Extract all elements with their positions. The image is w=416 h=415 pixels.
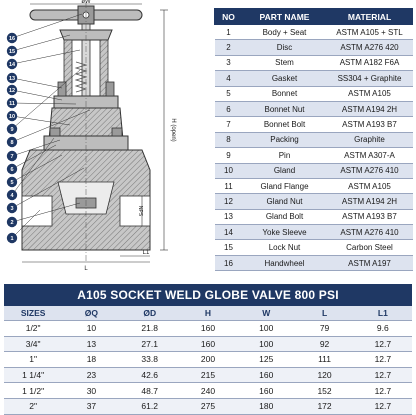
parts-cell-part-name: Yoke Sleeve xyxy=(243,225,327,240)
parts-table-row xyxy=(215,132,413,147)
valve-cross-section-diagram xyxy=(0,0,212,272)
parts-cell-no: 10 xyxy=(215,163,243,178)
sizes-cell: 125 xyxy=(237,352,295,368)
sizes-cell: 240 xyxy=(179,383,237,399)
sizes-cell: 160 xyxy=(237,367,295,383)
parts-cell-material: ASTM A194 2H xyxy=(327,101,413,116)
sizes-cell: 1/2" xyxy=(4,321,62,337)
sizes-cell: 21.8 xyxy=(121,321,179,337)
parts-cell-no: 15 xyxy=(215,240,243,255)
parts-table-row xyxy=(215,178,413,193)
sizes-cell: 12.7 xyxy=(354,383,412,399)
parts-table-row xyxy=(215,209,413,224)
sizes-cell: 172 xyxy=(295,398,353,414)
sizes-header-cell: SIZES xyxy=(4,306,62,321)
sizes-cell: 2" xyxy=(4,398,62,414)
sizes-cell: 1 1/2" xyxy=(4,383,62,399)
callout-leader-line xyxy=(12,90,62,100)
callout-number: 1 xyxy=(10,236,14,242)
sizes-cell: 27.1 xyxy=(121,336,179,352)
sizes-table-row xyxy=(4,367,412,383)
parts-cell-part-name: Bonnet xyxy=(243,86,327,101)
sizes-table-row xyxy=(4,336,412,352)
sizes-table-row xyxy=(4,352,412,368)
sizes-cell: 3/4" xyxy=(4,336,62,352)
callout-number: 6 xyxy=(10,167,14,173)
parts-cell-part-name: Lock Nut xyxy=(243,240,327,255)
parts-cell-material: ASTM A194 2H xyxy=(327,194,413,209)
parts-cell-no: 12 xyxy=(215,194,243,209)
sizes-cell: 30 xyxy=(62,383,120,399)
parts-cell-no: 7 xyxy=(215,117,243,132)
dim-nps-label: NPS xyxy=(137,205,143,217)
parts-cell-part-name: Handwheel xyxy=(243,255,327,270)
parts-cell-material: ASTM A197 xyxy=(327,255,413,270)
parts-cell-no: 3 xyxy=(215,55,243,70)
parts-table-row xyxy=(215,240,413,255)
parts-cell-no: 16 xyxy=(215,255,243,270)
sizes-cell: 92 xyxy=(295,336,353,352)
parts-cell-material: Carbon Steel xyxy=(327,240,413,255)
callout-number: 15 xyxy=(8,49,16,55)
sizes-cell: 12.7 xyxy=(354,336,412,352)
sizes-cell: 10 xyxy=(62,321,120,337)
callout-number: 13 xyxy=(8,76,16,82)
sizes-cell: 23 xyxy=(62,367,120,383)
sizes-header-cell: L xyxy=(295,306,353,321)
sizes-cell: 120 xyxy=(295,367,353,383)
sizes-cell: 79 xyxy=(295,321,353,337)
parts-cell-material: ASTM A307-A xyxy=(327,148,413,163)
sizes-cell: 37 xyxy=(62,398,120,414)
parts-cell-part-name: Gasket xyxy=(243,71,327,86)
parts-cell-part-name: Stem xyxy=(243,55,327,70)
sizes-table-row xyxy=(4,383,412,399)
callout-number: 8 xyxy=(10,140,14,146)
callout-leader-line xyxy=(12,35,70,51)
parts-cell-material: SS304 + Graphite xyxy=(327,71,413,86)
parts-cell-material: ASTM A105 xyxy=(327,86,413,101)
parts-table-row xyxy=(215,255,413,270)
sizes-header-row xyxy=(4,306,412,321)
parts-table-row xyxy=(215,55,413,70)
parts-table-row xyxy=(215,225,413,240)
callout-number: 4 xyxy=(10,193,14,199)
callout-number: 14 xyxy=(8,62,16,68)
parts-cell-part-name: Packing xyxy=(243,132,327,147)
parts-table-row xyxy=(215,40,413,55)
sizes-cell: 160 xyxy=(237,383,295,399)
parts-cell-part-name: Bonnet Nut xyxy=(243,101,327,116)
callout-number: 10 xyxy=(8,114,16,120)
parts-cell-material: ASTM A105 xyxy=(327,178,413,193)
sizes-header-cell: W xyxy=(237,306,295,321)
callout-number: 16 xyxy=(8,36,16,42)
parts-cell-no: 13 xyxy=(215,209,243,224)
sizes-cell: 100 xyxy=(237,321,295,337)
sizes-table-title: A105 SOCKET WELD GLOBE VALVE 800 PSI xyxy=(4,284,412,306)
parts-header-material: MATERIAL xyxy=(327,9,413,25)
sizes-cell: 12.7 xyxy=(354,352,412,368)
parts-cell-material: ASTM A193 B7 xyxy=(327,117,413,132)
dim-l1-label: L1 xyxy=(142,250,150,256)
parts-cell-no: 1 xyxy=(215,25,243,40)
parts-cell-no: 8 xyxy=(215,132,243,147)
parts-table-row xyxy=(215,25,413,40)
sizes-cell: 12.7 xyxy=(354,367,412,383)
parts-header-part-name: PART NAME xyxy=(243,9,327,25)
sizes-cell: 42.6 xyxy=(121,367,179,383)
sizes-cell: 61.2 xyxy=(121,398,179,414)
sizes-header-cell: ØD xyxy=(121,306,179,321)
sizes-header-cell: ØQ xyxy=(62,306,120,321)
sizes-cell: 18 xyxy=(62,352,120,368)
sizes-table-row xyxy=(4,321,412,337)
callout-number: 11 xyxy=(9,101,15,107)
parts-table xyxy=(214,8,413,271)
parts-cell-no: 11 xyxy=(215,178,243,193)
parts-header-no: NO xyxy=(215,9,243,25)
dim-w-label: øW xyxy=(81,0,91,5)
callout-number: 3 xyxy=(10,206,14,212)
parts-cell-no: 4 xyxy=(215,71,243,86)
sizes-cell: 180 xyxy=(237,398,295,414)
sizes-cell: 275 xyxy=(179,398,237,414)
dim-h-label: H (open) xyxy=(170,118,176,142)
parts-cell-material: ASTM A276 410 xyxy=(327,225,413,240)
callout-number: 7 xyxy=(10,154,14,160)
sizes-cell: 1" xyxy=(4,352,62,368)
parts-cell-part-name: Gland Flange xyxy=(243,178,327,193)
parts-cell-material: ASTM A193 B7 xyxy=(327,209,413,224)
parts-cell-part-name: Disc xyxy=(243,40,327,55)
parts-cell-no: 9 xyxy=(215,148,243,163)
parts-cell-part-name: Gland Bolt xyxy=(243,209,327,224)
parts-cell-part-name: Bonnet Bolt xyxy=(243,117,327,132)
sizes-cell: 152 xyxy=(295,383,353,399)
sizes-cell: 160 xyxy=(179,321,237,337)
sizes-cell: 200 xyxy=(179,352,237,368)
parts-table-row xyxy=(215,71,413,86)
sizes-cell: 12.7 xyxy=(354,398,412,414)
parts-cell-material: ASTM A276 410 xyxy=(327,163,413,178)
callout-number: 5 xyxy=(10,180,14,186)
sizes-cell: 100 xyxy=(237,336,295,352)
callout-number: 9 xyxy=(10,127,14,133)
sizes-cell: 111 xyxy=(295,352,353,368)
callout-number: 2 xyxy=(10,220,14,226)
callout-leader-line xyxy=(12,78,62,88)
parts-table-row xyxy=(215,148,413,163)
sizes-header-cell: L1 xyxy=(354,306,412,321)
parts-table-row xyxy=(215,117,413,132)
sizes-cell: 1 1/4" xyxy=(4,367,62,383)
parts-cell-no: 2 xyxy=(215,40,243,55)
parts-cell-no: 6 xyxy=(215,101,243,116)
parts-table-row xyxy=(215,86,413,101)
sizes-cell: 9.6 xyxy=(354,321,412,337)
parts-cell-part-name: Gland Nut xyxy=(243,194,327,209)
parts-cell-material: ASTM A276 420 xyxy=(327,40,413,55)
sizes-header-cell: H xyxy=(179,306,237,321)
parts-table-row xyxy=(215,194,413,209)
parts-cell-part-name: Pin xyxy=(243,148,327,163)
parts-cell-no: 14 xyxy=(215,225,243,240)
parts-cell-part-name: Gland xyxy=(243,163,327,178)
sizes-cell: 33.8 xyxy=(121,352,179,368)
parts-table-row xyxy=(215,163,413,178)
sizes-cell: 13 xyxy=(62,336,120,352)
sizes-table xyxy=(4,306,412,415)
parts-cell-material: ASTM A182 F6A xyxy=(327,55,413,70)
parts-table-row xyxy=(215,101,413,116)
sizes-cell: 215 xyxy=(179,367,237,383)
parts-cell-part-name: Body + Seat xyxy=(243,25,327,40)
parts-cell-material: Graphite xyxy=(327,132,413,147)
sizes-cell: 48.7 xyxy=(121,383,179,399)
sizes-table-row xyxy=(4,398,412,414)
parts-header-row xyxy=(215,9,413,25)
dim-l-label: L xyxy=(84,266,88,272)
callout-number: 12 xyxy=(8,88,16,94)
sizes-cell: 160 xyxy=(179,336,237,352)
parts-cell-no: 5 xyxy=(215,86,243,101)
parts-cell-material: ASTM A105 + STL xyxy=(327,25,413,40)
